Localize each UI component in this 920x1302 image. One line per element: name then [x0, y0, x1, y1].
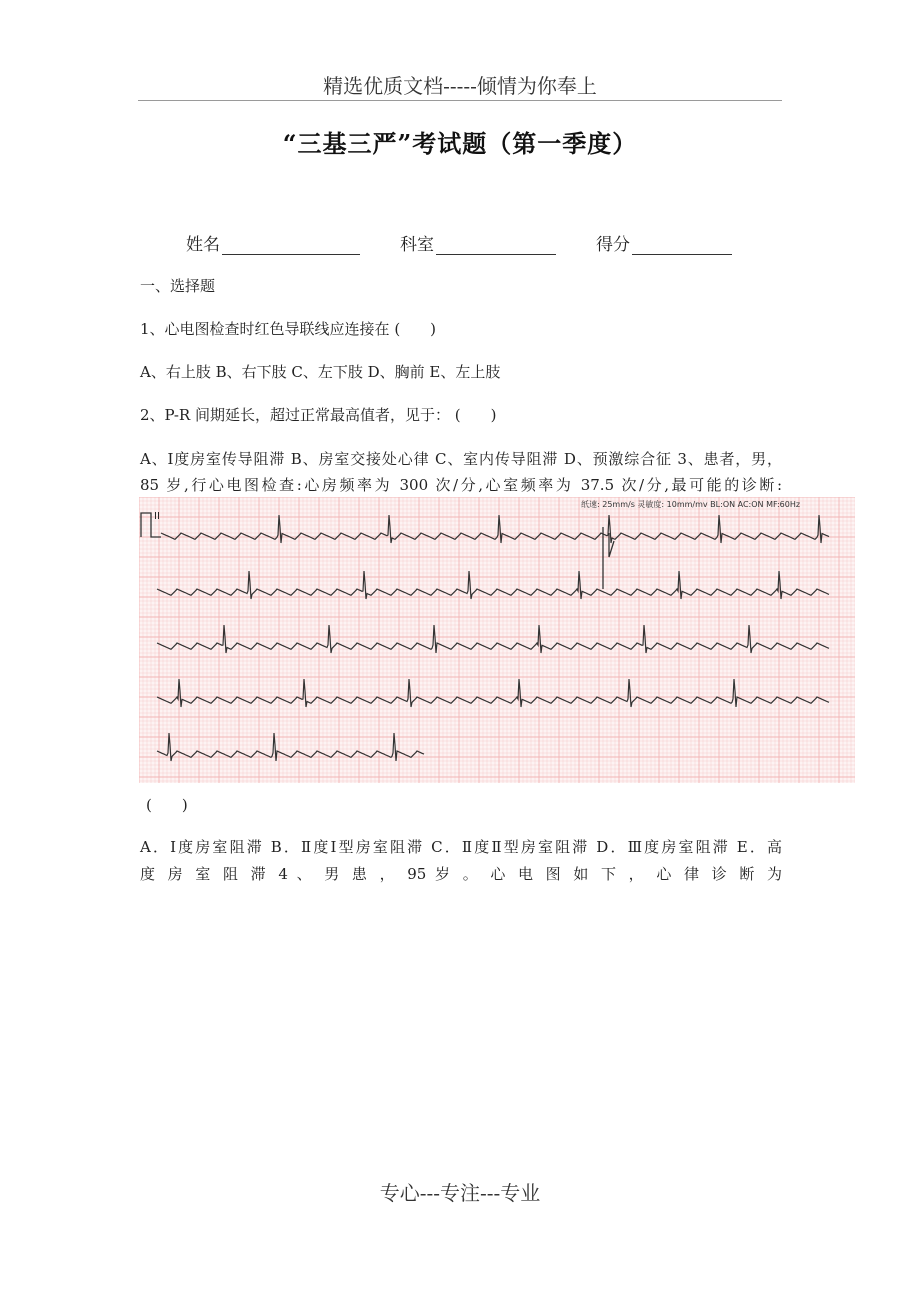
- lead-label: II: [154, 511, 160, 522]
- page-header: [138, 66, 782, 101]
- ecg-strip: [139, 497, 855, 783]
- question-3-paren: ( ): [146, 796, 188, 814]
- page-footer: 专心---专注---专业: [379, 1181, 541, 1205]
- question-4-stem-text: 度 房 室 阻 滞 4 、 男 患 ， 95 岁 。 心 电 图 如 下 ， 心 律 诊 断 为: [140, 865, 782, 883]
- question-3-stem-text: 85 岁,行心电图检查:心房频率为 300 次/分,心室频率为 37.5 次/分,最可能的诊断:: [140, 476, 782, 494]
- dept-blank: [436, 236, 556, 255]
- ecg-settings: 纸速: 25mm/s 灵敏度: 10mm/mv BL:ON AC:ON MF:60Hz: [581, 500, 801, 509]
- name-field: [186, 230, 360, 255]
- score-blank: [632, 236, 732, 255]
- score-label: 得分: [596, 235, 630, 255]
- question-2-options-line: [140, 448, 782, 469]
- ecg-background: [139, 497, 855, 783]
- dept-label: 科室: [400, 235, 434, 255]
- question-2: 2、P-R 间期延长，超过正常最高值者，见于： ( ): [140, 406, 497, 424]
- question-3-options-text: A．Ⅰ度房室阻滞 B．Ⅱ度Ⅰ型房室阻滞 C．Ⅱ度Ⅱ型房室阻滞 D．Ⅲ度房室阻滞 E．高: [140, 838, 782, 856]
- question-4-stem: [140, 863, 782, 884]
- score-field: [596, 230, 732, 255]
- question-2-options-text: A、Ⅰ度房室传导阻滞 B、房室交接处心律 C、室内传导阻滞 D、预激综合征 3、患者，男，: [140, 450, 782, 468]
- ecg-chart: [139, 497, 855, 783]
- question-2-options: [140, 448, 782, 469]
- question-1-options: A、右上肢 B、右下肢 C、左下肢 D、胸前 E、左上肢: [140, 363, 501, 381]
- dept-field: [400, 230, 556, 255]
- name-blank: [222, 236, 360, 255]
- header-text: 精选优质文档-----倾情为你奉上: [323, 74, 597, 98]
- name-label: 姓名: [186, 235, 220, 255]
- section-heading: 一、选择题: [140, 277, 216, 295]
- question-3-options: [140, 836, 782, 857]
- question-3-stem: [140, 474, 782, 495]
- question-1: 1、心电图检查时红色导联线应连接在 ( ): [140, 320, 437, 338]
- page-title: “三基三严”考试题（第一季度）: [282, 129, 638, 158]
